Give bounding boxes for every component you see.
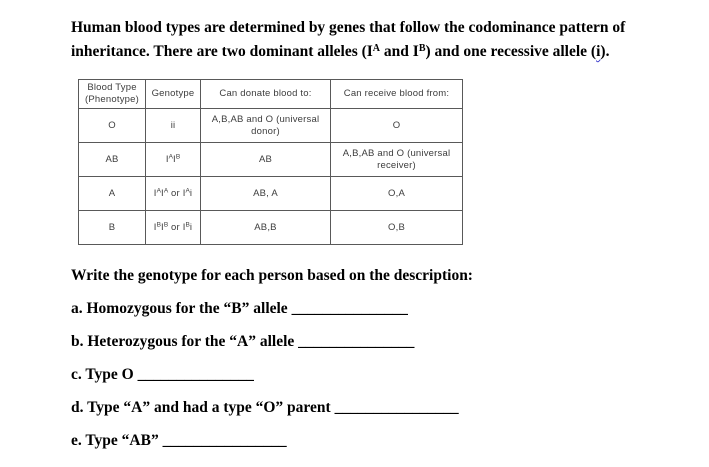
- question-c: [71, 365, 473, 385]
- intro-text: inheritance. There are two dominant alleles (I: [71, 43, 373, 60]
- questions-section: [71, 266, 473, 464]
- receive-cell: O,B: [331, 211, 463, 245]
- intro-text: ).: [600, 43, 610, 60]
- genotype-text: or I: [168, 187, 186, 199]
- genotype-text: I: [165, 153, 169, 165]
- receive-cell: O: [331, 109, 463, 143]
- blood-type-table: [78, 79, 463, 245]
- allele-a-superscript: A: [372, 43, 381, 54]
- donate-cell: AB,B: [201, 211, 331, 245]
- donate-cell: A,B,AB and O (universal donor): [201, 109, 331, 143]
- phenotype-cell: B: [79, 211, 146, 245]
- column-header-receive: Can receive blood from:: [331, 80, 463, 109]
- genotype-cell: [146, 177, 201, 211]
- table-row-a: [79, 177, 463, 211]
- intro-text: and I: [380, 43, 419, 60]
- table-row-ab: [79, 143, 463, 177]
- question-e: [71, 431, 473, 451]
- question-a: [71, 299, 473, 319]
- answer-blank-d[interactable]: ________________: [334, 399, 459, 416]
- column-header-phenotype: Blood Type (Phenotype): [79, 80, 146, 109]
- question-label: a. Homozygous for the “B” allele: [71, 300, 288, 317]
- genotype-text: ii: [170, 119, 176, 131]
- genotype-text: I: [160, 221, 164, 233]
- genotype-superscript: B: [175, 153, 181, 160]
- intro-line-2: [71, 40, 625, 64]
- phenotype-cell: A: [79, 177, 146, 211]
- table-header-row: [79, 80, 463, 109]
- genotype-text: I: [153, 187, 157, 199]
- genotype-cell: [146, 109, 201, 143]
- column-header-genotype: Genotype: [146, 80, 201, 109]
- genotype-superscript: A: [163, 187, 169, 194]
- answer-blank-a[interactable]: _______________: [291, 300, 408, 317]
- answer-blank-b[interactable]: _______________: [298, 333, 415, 350]
- question-label: b. Heterozygous for the “A” allele: [71, 333, 295, 350]
- genotype-superscript: B: [156, 221, 161, 228]
- genotype-text: i: [189, 187, 193, 199]
- genotype-cell: [146, 143, 201, 177]
- allele-b-superscript: B: [418, 43, 426, 54]
- column-header-donate: Can donate blood to:: [201, 80, 331, 109]
- phenotype-cell: AB: [79, 143, 146, 177]
- answer-blank-e[interactable]: ________________: [162, 432, 287, 449]
- table-row-o: [79, 109, 463, 143]
- genotype-superscript: B: [185, 221, 190, 228]
- intro-line-1: Human blood types are determined by genes that follow the codominance pattern of: [71, 19, 626, 36]
- question-label: c. Type O: [71, 366, 134, 383]
- genotype-text: I: [160, 187, 164, 199]
- genotype-text: i: [189, 221, 193, 233]
- genotype-superscript: B: [163, 221, 169, 228]
- phenotype-cell: O: [79, 109, 146, 143]
- table-row-b: [79, 211, 463, 245]
- donate-cell: AB, A: [201, 177, 331, 211]
- intro-text: ) and one recessive allele (: [425, 43, 597, 60]
- question-d: [71, 398, 473, 418]
- genotype-superscript: A: [168, 153, 173, 160]
- question-b: [71, 332, 473, 352]
- receive-cell: O,A: [331, 177, 463, 211]
- genotype-text: I: [173, 153, 176, 165]
- worksheet-intro: [71, 16, 625, 64]
- questions-prompt: Write the genotype for each person based on the description:: [71, 267, 473, 284]
- genotype-superscript: A: [185, 187, 190, 194]
- genotype-cell: [146, 211, 201, 245]
- genotype-text: or I: [168, 221, 186, 233]
- receive-cell: A,B,AB and O (universal receiver): [331, 143, 463, 177]
- genotype-text: I: [153, 221, 157, 233]
- answer-blank-c[interactable]: _______________: [137, 366, 254, 383]
- question-label: e. Type “AB”: [71, 432, 159, 449]
- question-label: d. Type “A” and had a type “O” parent: [71, 399, 331, 416]
- genotype-superscript: A: [156, 187, 161, 194]
- donate-cell: AB: [201, 143, 331, 177]
- recessive-allele-i: i: [596, 43, 601, 60]
